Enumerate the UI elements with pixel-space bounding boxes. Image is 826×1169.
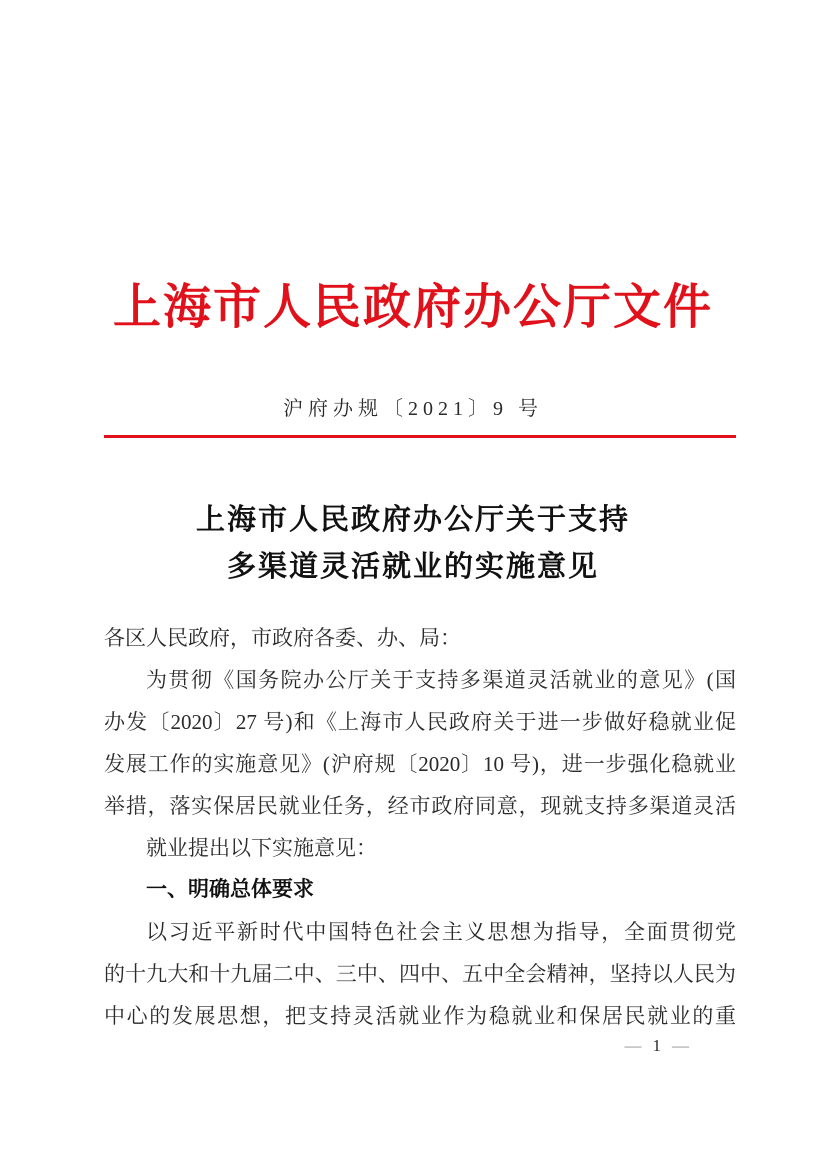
body-line: 就业提出以下实施意见：: [146, 836, 377, 860]
salutation-line: 各区人民政府，市政府各委、办、局：: [104, 626, 461, 650]
footer-dash-left: —: [624, 1036, 642, 1055]
body-line: 举措，落实保居民就业任务，经市政府同意，现就支持多渠道灵活: [104, 794, 736, 818]
letterhead-divider: [104, 435, 736, 438]
body-line: 以习近平新时代中国特色社会主义思想为指导，全面贯彻党: [146, 920, 736, 944]
page-number: 1: [652, 1036, 661, 1055]
document-body: [104, 617, 736, 1037]
body-line: 发展工作的实施意见》(沪府规〔2020〕10 号)，进一步强化稳就业: [104, 752, 736, 776]
section-heading: 一、明确总体要求: [146, 878, 314, 901]
body-line: 为贯彻《国务院办公厅关于支持多渠道灵活就业的意见》(国: [146, 668, 736, 692]
document-title-line2: 多渠道灵活就业的实施意见: [226, 551, 599, 583]
page-footer: [614, 1035, 701, 1057]
body-line: 办发〔2020〕27 号)和《上海市人民政府关于进一步做好稳就业促: [104, 710, 736, 734]
body-line: 的十九大和十九届二中、三中、四中、五中全会精神，坚持以人民为: [104, 962, 736, 986]
document-title: [0, 497, 826, 591]
doc-number: 沪府办规〔2021〕9 号: [283, 398, 543, 420]
body-line: 中心的发展思想，把支持灵活就业作为稳就业和保居民就业的重: [104, 1004, 736, 1028]
footer-dash-right: —: [672, 1036, 689, 1055]
document-title-line1: 上海市人民政府办公厅关于支持: [195, 504, 630, 536]
letterhead-title: 上海市人民政府办公厅文件: [112, 281, 713, 334]
